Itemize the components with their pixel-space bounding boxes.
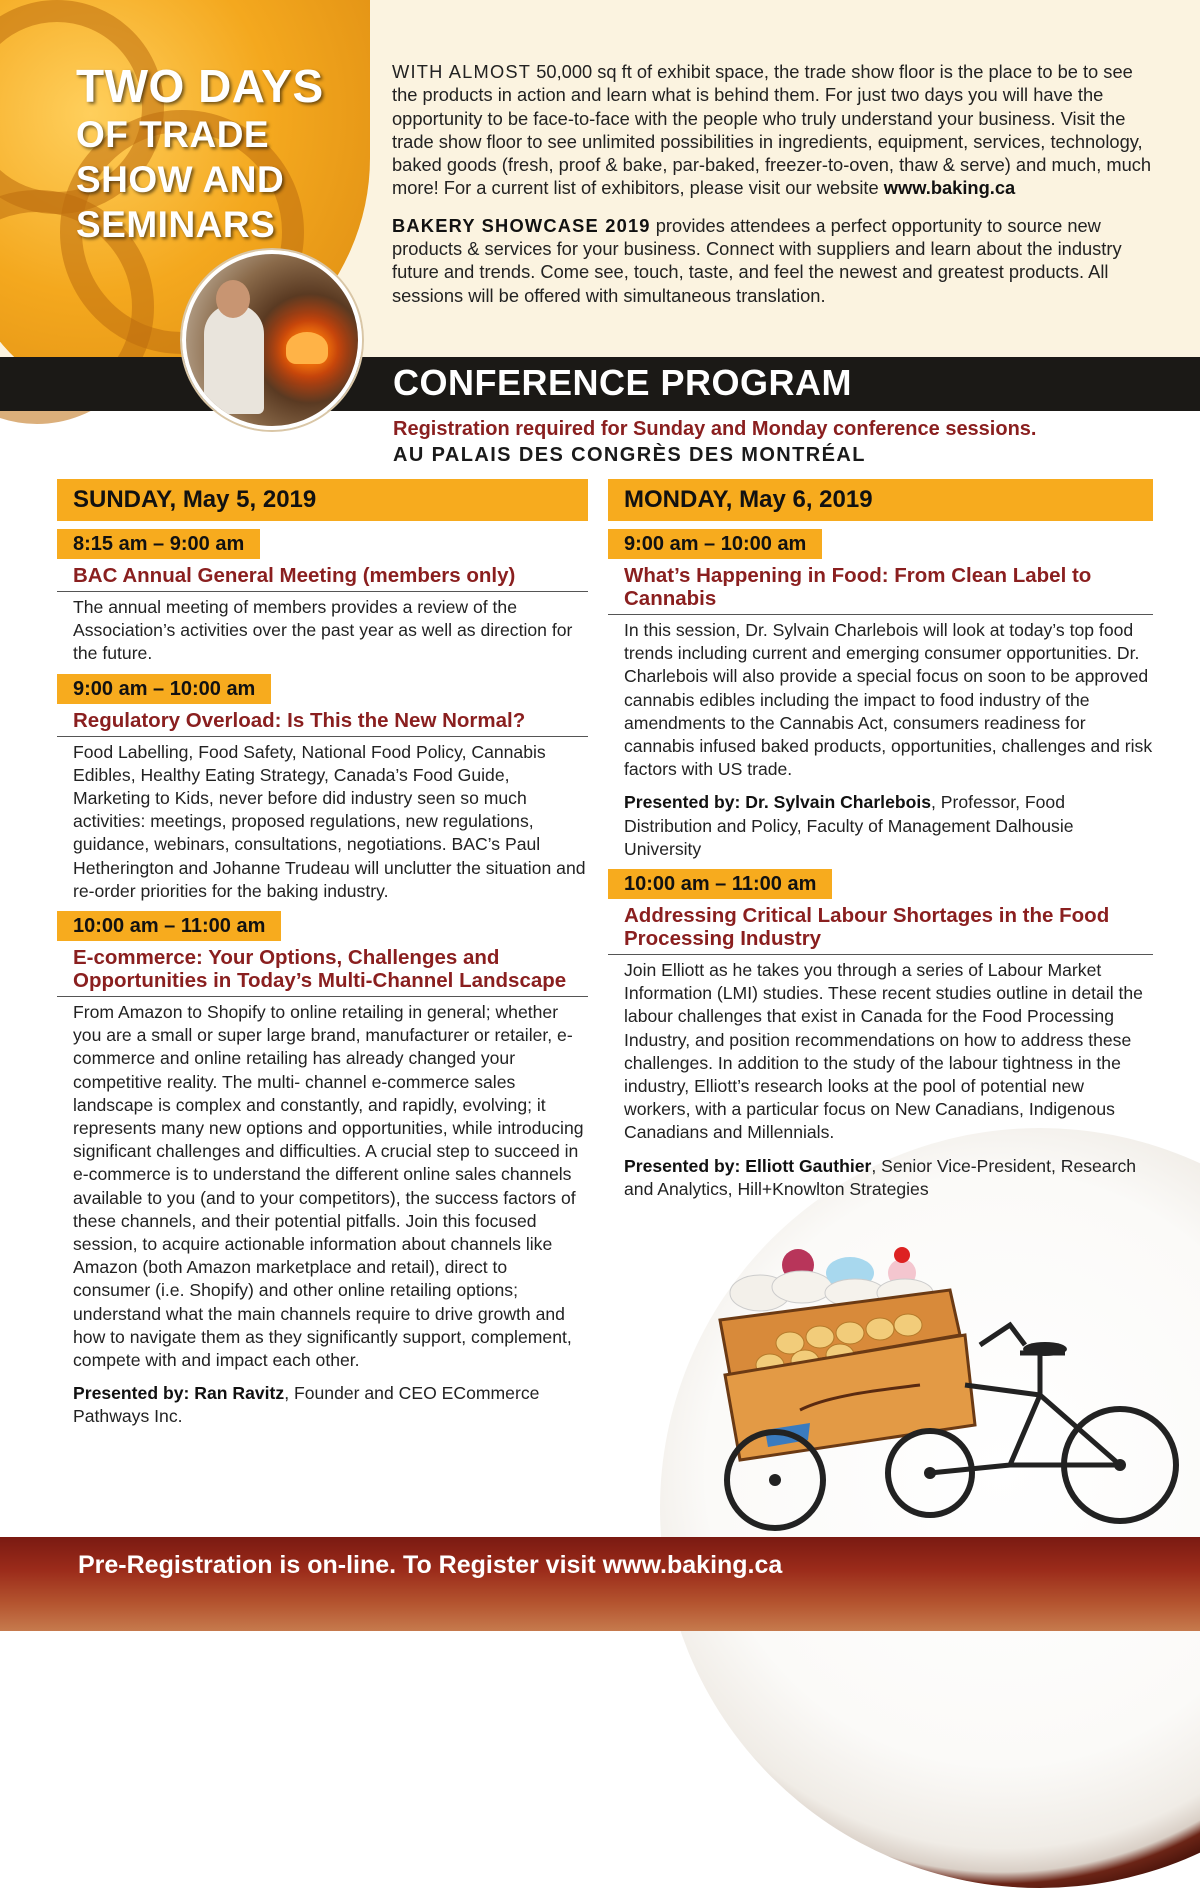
day-heading: SUNDAY, May 5, 2019 bbox=[57, 479, 588, 521]
session-title: Regulatory Overload: Is This the New Normal? bbox=[57, 704, 588, 737]
presenter-detail: , Founder and CEO ECommerce Pathways Inc. bbox=[73, 1383, 540, 1427]
bakery-bicycle-illustration bbox=[680, 1225, 1200, 1535]
session-description: Join Elliott as he takes you through a series of Labour Market Information (LMI) studies. These recent studies outline in detail the labour challenges that exist in Canada for the Food Processing Industry, and position recommendations on how to address these challenges. In addition to the study of the labour tightness in the industry, Elliott’s research looks at the pool of potential new workers, with a particular focus on New Canadians, Indigenous Canadians and Millennials. bbox=[624, 960, 1143, 1143]
baker-head bbox=[216, 280, 250, 318]
oven-fire bbox=[286, 332, 328, 364]
page-headline bbox=[76, 62, 376, 245]
headline-line: OF TRADE bbox=[76, 114, 270, 156]
session-time: 10:00 am – 11:00 am bbox=[57, 911, 281, 941]
sunday-column bbox=[57, 479, 588, 1429]
session-time: 8:15 am – 9:00 am bbox=[57, 529, 260, 559]
session-presenter bbox=[608, 781, 1153, 861]
venue-label: AU PALAIS DES CONGRÈS DES MONTRÉAL bbox=[393, 444, 866, 466]
presenter-detail: , Professor, Food Distribution and Policy, Faculty of Management Dalhousie University bbox=[624, 792, 1074, 859]
baker-oven-photo bbox=[182, 250, 362, 430]
headline-line: SHOW AND bbox=[76, 159, 285, 201]
intro-paragraph-2 bbox=[392, 214, 1152, 307]
intro-lead: WITH ALMOST bbox=[392, 61, 532, 82]
session-time: 10:00 am – 11:00 am bbox=[608, 869, 832, 899]
presenter-detail: , Senior Vice-President, Research and Analytics, Hill+Knowlton Strategies bbox=[624, 1155, 1137, 1199]
headline-line: SEMINARS bbox=[76, 203, 276, 245]
headline-line: TWO DAYS bbox=[76, 60, 324, 112]
session-description: From Amazon to Shopify to online retailing in general; whether you are a small or super large brand, manufacturer or retailer, e-commerce and online retailing has already changed your competitive reality. The multi- channel e-commerce sales landscape is complex and constantly, and rapidly, evolving; it represents many new options and opportunities, while introducing significant challenges and difficulties. A crucial step to succeed in e-commerce is to understand the different online sales channels available to you (and to your competitors), the success factors of these channels, and their potential pitfalls. Join this focused session, to acquire actionable information about channels like Amazon (both Amazon marketplace and retail), direct to consumer (i.e. Shopify) and other online retailing options; understand what the main channels require to drive growth and how to navigate them as they significantly support, complement, compete with and impact each other. bbox=[73, 1002, 584, 1371]
baker-figure bbox=[204, 304, 264, 414]
session-title: Addressing Critical Labour Shortages in the Food Processing Industry bbox=[608, 899, 1153, 955]
presenter-name: Presented by: Ran Ravitz bbox=[73, 1383, 285, 1404]
session-description: In this session, Dr. Sylvain Charlebois will look at today’s top food trends including current and emerging consumer opportunities. Dr. Charlebois will also provide a special focus on soon to be approved cannabis edibles including the impact to food industry of the amendments to the Cannabis Act, consumers readiness for cannabis infused baked products, opportunities, challenges and risk factors with US trade. bbox=[624, 620, 1153, 780]
session-presenter bbox=[57, 1372, 588, 1428]
monday-column bbox=[608, 479, 1153, 1201]
website-link[interactable]: www.baking.ca bbox=[883, 177, 1016, 199]
footer-registration-text[interactable]: Pre-Registration is on-line. To Register visit www.baking.ca bbox=[78, 1551, 783, 1579]
session-title: What’s Happening in Food: From Clean Label to Cannabis bbox=[608, 559, 1153, 615]
session-description: The annual meeting of members provides a review of the Association’s activities over the past year as well as direction for the future. bbox=[73, 597, 573, 664]
intro-body: 50,000 sq ft of exhibit space, the trade show floor is the place to be to see the products in action and learn what is behind them. For just two days you will have the opportunity to be face-to-face with the people who truly understand your business. Visit the trade show floor to see unlimited possibilities in ingredients, equipment, services, technology, baked goods (fresh, proof & bake, par-baked, freezer-to-oven, thaw & serve) and much, much more! For a current list of exhibitors, please visit our website bbox=[392, 61, 1152, 199]
session-title: E-commerce: Your Options, Challenges and Opportunities in Today’s Multi-Channel Landscape bbox=[57, 941, 588, 997]
intro-body: provides attendees a perfect opportunity to source new products & services for your business. Connect with suppliers and learn about the industry future and trends. Come see, touch, taste, and feel the newest and greatest products. All sessions will be offered with simultaneous translation. bbox=[392, 214, 1122, 306]
session-presenter bbox=[608, 1145, 1153, 1201]
presenter-name: Presented by: Dr. Sylvain Charlebois bbox=[624, 792, 932, 813]
session-description: Food Labelling, Food Safety, National Food Policy, Cannabis Edibles, Healthy Eating Strategy, Canada’s Food Guide, Marketing to Kids, never before did industry seen so much activities: meetings, proposed regulations, new regulations, guidance, webinars, consultations, negotiations. BAC’s Paul Hetherington and Johanne Trudeau will unclutter the situation and re-order priorities for the baking industry. bbox=[73, 741, 586, 901]
intro-lead: BAKERY SHOWCASE 2019 bbox=[392, 214, 651, 236]
session-time: 9:00 am – 10:00 am bbox=[57, 674, 271, 704]
registration-note: Registration required for Sunday and Monday conference sessions. bbox=[393, 418, 1037, 440]
presenter-name: Presented by: Elliott Gauthier bbox=[624, 1155, 872, 1176]
intro-text bbox=[392, 60, 1152, 321]
conference-title: CONFERENCE PROGRAM bbox=[393, 362, 853, 403]
day-heading: MONDAY, May 6, 2019 bbox=[608, 479, 1153, 521]
session-time: 9:00 am – 10:00 am bbox=[608, 529, 822, 559]
intro-paragraph-1 bbox=[392, 60, 1152, 200]
session-title: BAC Annual General Meeting (members only) bbox=[57, 559, 588, 592]
